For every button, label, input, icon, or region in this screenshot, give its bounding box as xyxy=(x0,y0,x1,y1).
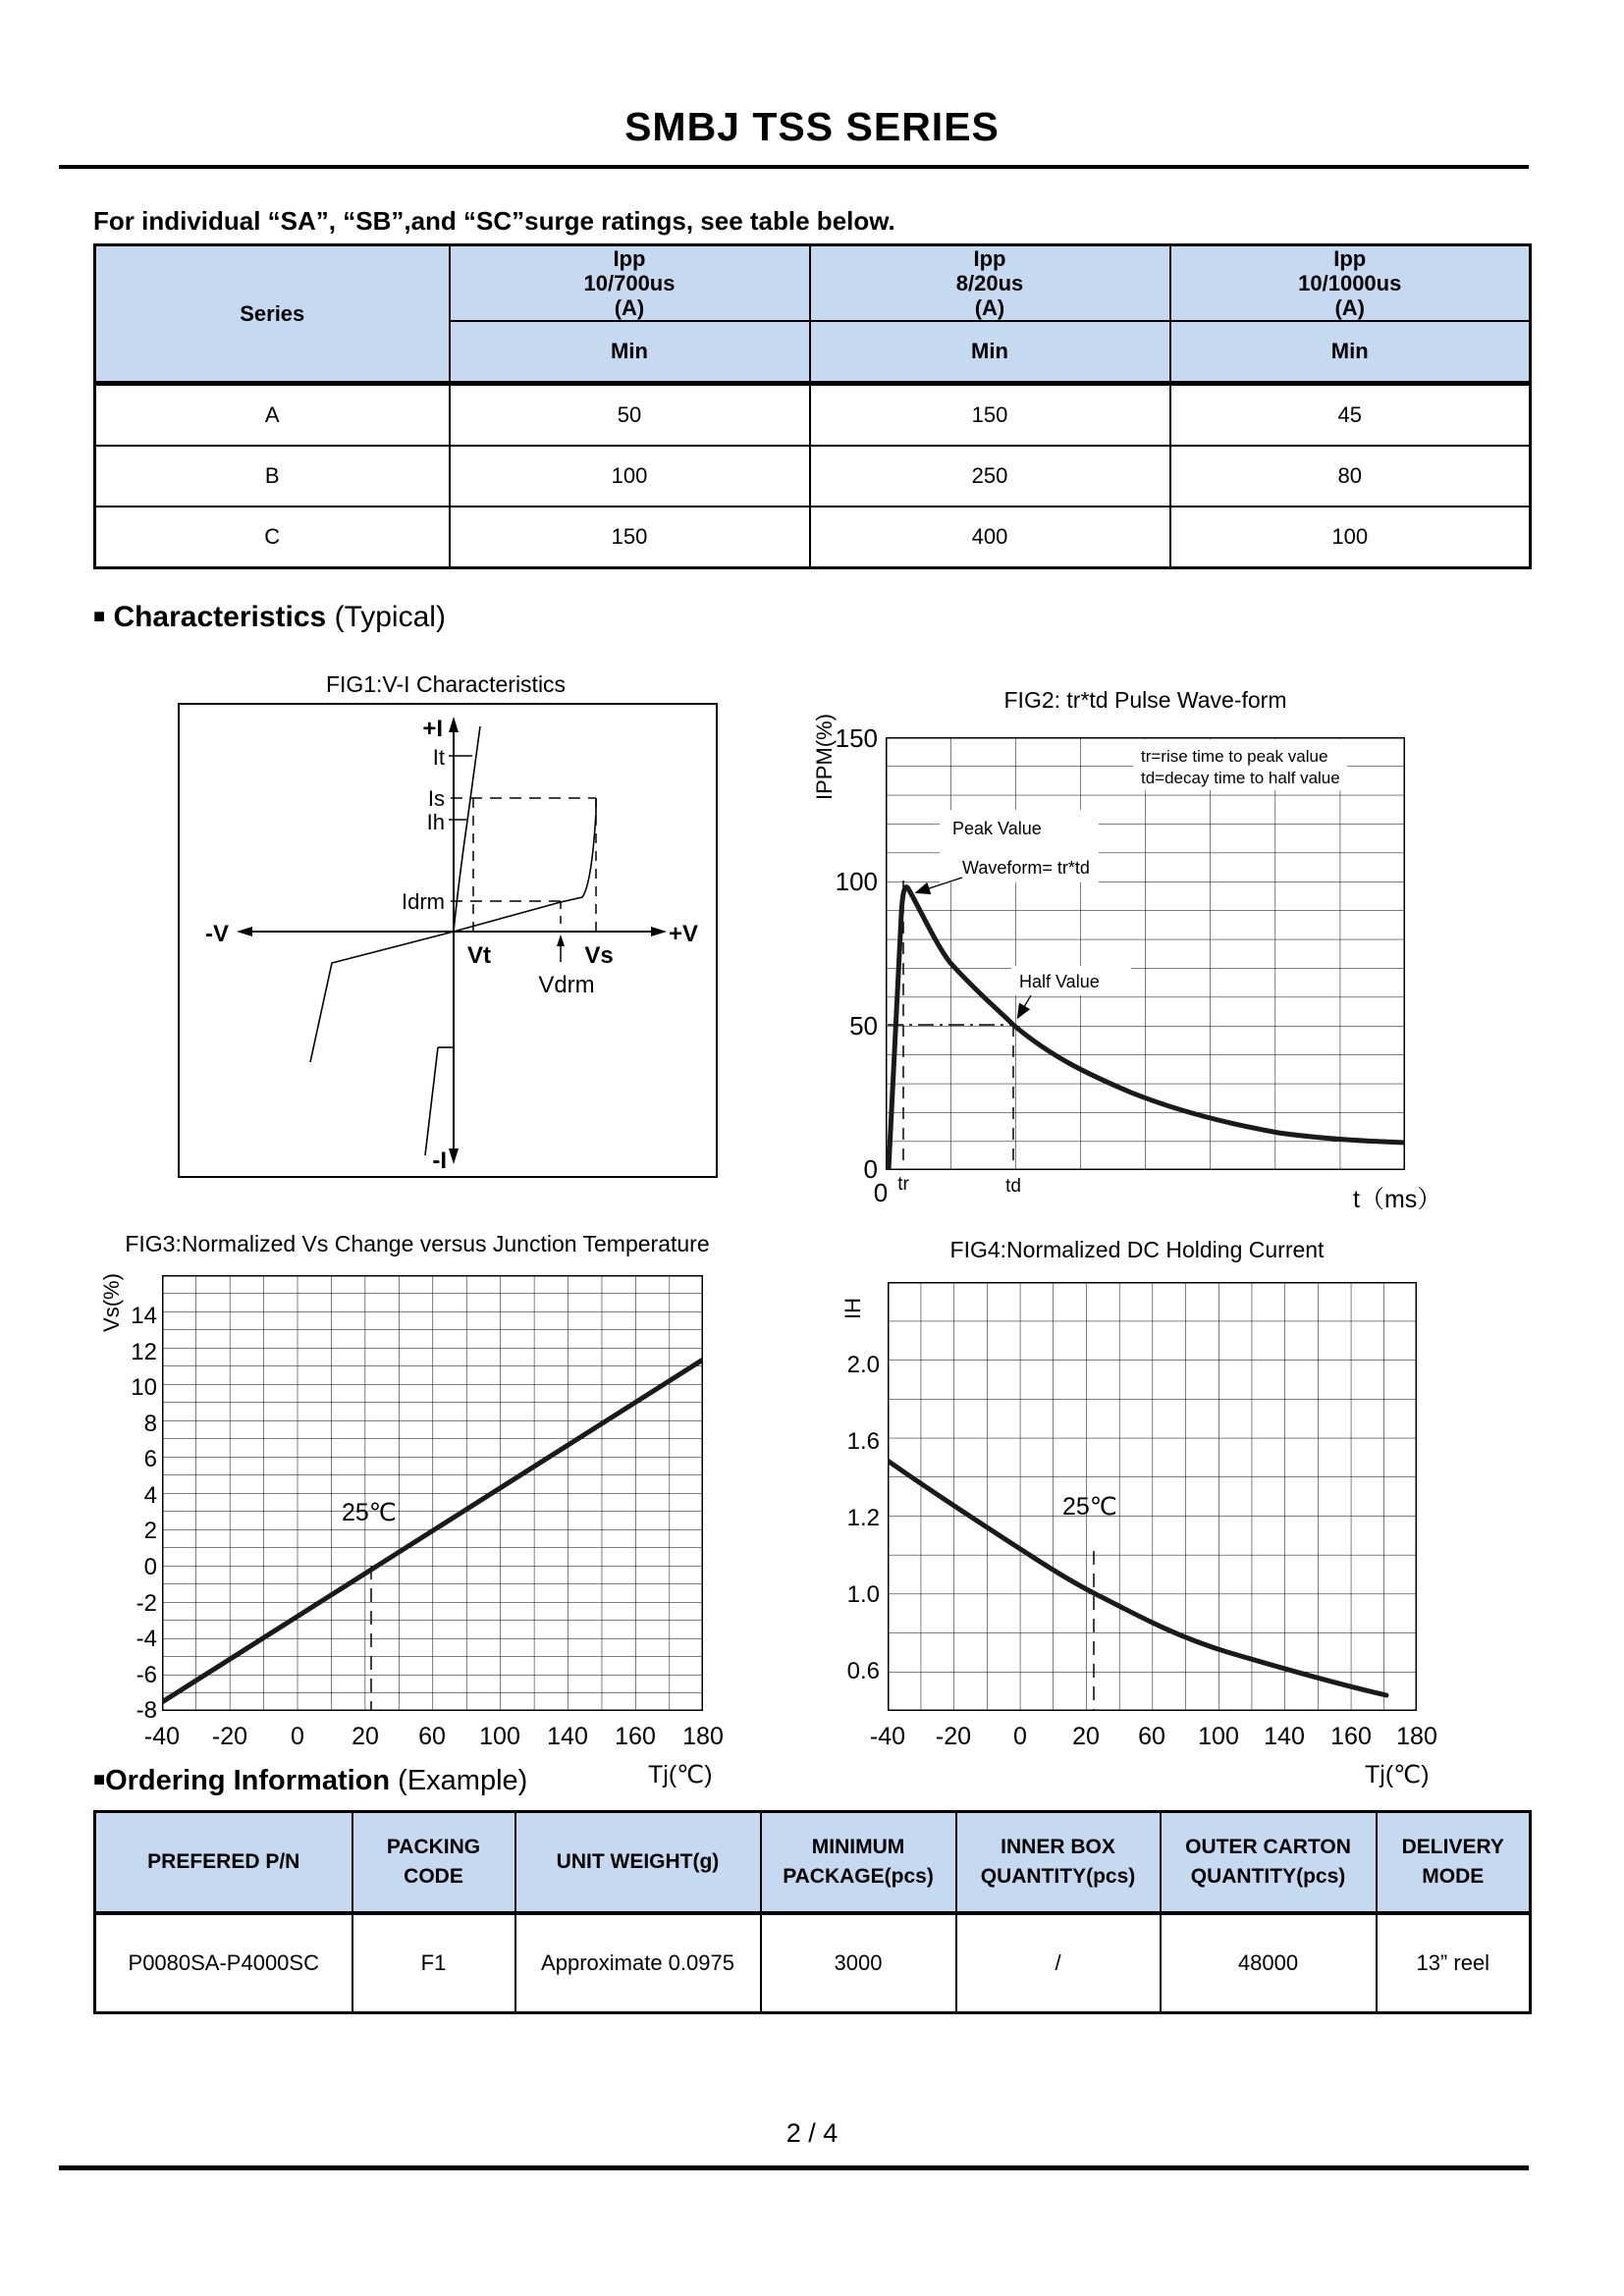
fig3-ytick: -2 xyxy=(135,1590,157,1617)
ordering-col-minpkg-l1: MINIMUM xyxy=(811,1836,905,1858)
fig3-ytick: 10 xyxy=(131,1374,157,1401)
fig4-xtick: -20 xyxy=(935,1723,972,1750)
ordering-col-carton xyxy=(1161,1812,1377,1914)
ipp3-line1: Ipp xyxy=(1333,246,1367,271)
fig2-waveform-label: Waveform= tr*td xyxy=(962,858,1090,878)
fig2-ytick: 0 xyxy=(863,1154,878,1184)
fig3-xtick: 20 xyxy=(352,1723,379,1750)
surge-min-1: Min xyxy=(450,321,810,384)
fig2-title: FIG2: tr*td Pulse Wave-form xyxy=(1003,687,1287,713)
fig2-ytick: 150 xyxy=(835,723,878,753)
ipp1-line3: (A) xyxy=(614,295,645,320)
characteristics-heading-normal: (Typical) xyxy=(334,601,446,633)
series-a-ipp1: 50 xyxy=(450,384,810,447)
ordering-value-minpkg: 3000 xyxy=(761,1913,956,2013)
fig3-ytick: 4 xyxy=(143,1482,157,1509)
ordering-col-packing-l1: PACKING xyxy=(386,1836,481,1858)
fig2-note-td: td=decay time to half value xyxy=(1141,769,1340,787)
fig1-label-minus-v: -V xyxy=(205,921,229,947)
fig3-xtick: 0 xyxy=(291,1723,304,1750)
fig3-ytick: 14 xyxy=(131,1303,157,1329)
ordering-col-carton-l1: OUTER CARTON xyxy=(1185,1836,1351,1858)
fig1-label-minus-i: -I xyxy=(432,1148,447,1174)
table-row xyxy=(95,384,1531,447)
intro-text: For individual “SA”, “SB”,and “SC”surge ratings, see table below. xyxy=(93,206,895,236)
ordering-col-carton-l2: QUANTITY(pcs) xyxy=(1190,1865,1346,1888)
fig4-ytick: 1.0 xyxy=(846,1581,880,1608)
series-b-ipp2: 250 xyxy=(810,446,1170,507)
fig4-ytick: 0.6 xyxy=(846,1658,880,1684)
fig3-xtick: 60 xyxy=(418,1723,446,1750)
series-b-ipp1: 100 xyxy=(450,446,810,507)
fig3-ytick: 0 xyxy=(143,1554,157,1580)
table-row xyxy=(95,507,1531,568)
fig4-xtick: 0 xyxy=(1013,1723,1027,1750)
fig4-xtick: 60 xyxy=(1138,1723,1165,1750)
series-c-ipp3: 100 xyxy=(1170,507,1531,568)
fig2-note-tr: tr=rise time to peak value xyxy=(1141,747,1328,766)
fig3-temp-annotation: 25℃ xyxy=(342,1499,397,1526)
fig3-xlabel: Tj(℃) xyxy=(648,1761,713,1789)
surge-min-2: Min xyxy=(810,321,1170,384)
series-a: A xyxy=(95,384,450,447)
ordering-col-delivery-l1: DELIVERY xyxy=(1401,1836,1504,1858)
fig1-diagram xyxy=(180,705,716,1176)
ipp1-line2: 10/700us xyxy=(583,271,676,295)
ordering-col-packing-l2: CODE xyxy=(404,1865,463,1888)
fig2-ytick: 50 xyxy=(849,1011,878,1041)
series-a-ipp2: 150 xyxy=(810,384,1170,447)
square-bullet-icon: ■ xyxy=(93,606,106,627)
fig4-xlabel: Tj(℃) xyxy=(1365,1761,1430,1789)
ipp2-line3: (A) xyxy=(974,295,1005,320)
ordering-heading-normal: (Example) xyxy=(398,1765,528,1796)
surge-col-ipp3 xyxy=(1170,245,1531,322)
ordering-col-innerbox-l2: QUANTITY(pcs) xyxy=(980,1865,1136,1888)
ordering-col-innerbox-l1: INNER BOX xyxy=(1001,1836,1115,1858)
surge-col-ipp2 xyxy=(810,245,1170,322)
series-a-ipp3: 45 xyxy=(1170,384,1531,447)
fig3-xtick: 140 xyxy=(547,1723,588,1750)
fig4-ytick: 1.6 xyxy=(846,1428,880,1455)
surge-col-ipp1 xyxy=(450,245,810,322)
fig4-xtick: 20 xyxy=(1072,1723,1100,1750)
ordering-value-pn: P0080SA-P4000SC xyxy=(95,1913,352,2013)
fig3-ytick: -8 xyxy=(135,1697,157,1724)
fig3-xtick: -20 xyxy=(211,1723,248,1750)
ordering-col-packing xyxy=(352,1812,515,1914)
surge-ratings-table xyxy=(93,243,1532,569)
fig3-ytick: 6 xyxy=(143,1446,157,1472)
ordering-value-innerbox: / xyxy=(956,1913,1161,2013)
fig3-ytick: 8 xyxy=(143,1411,157,1437)
fig2-xtick-td: td xyxy=(1005,1176,1021,1197)
fig4-xtick: -40 xyxy=(869,1723,906,1750)
header-rule xyxy=(59,165,1529,169)
series-b: B xyxy=(95,446,450,507)
table-row xyxy=(95,446,1531,507)
fig3-ytick: 12 xyxy=(131,1339,157,1365)
fig2-ylabel: IPPM(%) xyxy=(812,714,837,800)
fig2-ytick: 100 xyxy=(835,867,878,896)
fig4-xtick: 160 xyxy=(1330,1723,1372,1750)
fig2-origin: 0 xyxy=(873,1178,889,1207)
ordering-col-minpkg xyxy=(761,1812,956,1914)
fig3-xtick: 160 xyxy=(615,1723,656,1750)
table-row xyxy=(95,1913,1531,2013)
fig3-ytick: -4 xyxy=(135,1626,157,1652)
fig2-xlabel: t（ms） xyxy=(1353,1186,1442,1213)
fig1-label-plus-v: +V xyxy=(669,921,699,947)
fig1-label-is: Is xyxy=(427,786,445,811)
ordering-value-packing: F1 xyxy=(352,1913,515,2013)
ipp1-line1: Ipp xyxy=(613,246,646,271)
fig2-pulse-waveform-chart xyxy=(886,737,1405,1170)
series-c: C xyxy=(95,507,450,568)
ipp3-line3: (A) xyxy=(1334,295,1366,320)
ipp2-line2: 8/20us xyxy=(955,271,1024,295)
fig3-xtick: 100 xyxy=(479,1723,520,1750)
fig3-xtick: 180 xyxy=(682,1723,724,1750)
ordering-value-carton: 48000 xyxy=(1161,1913,1377,2013)
ordering-col-minpkg-l2: PACKAGE(pcs) xyxy=(783,1865,934,1888)
series-c-ipp1: 150 xyxy=(450,507,810,568)
fig4-xtick: 100 xyxy=(1198,1723,1239,1750)
fig1-label-idrm: Idrm xyxy=(402,889,445,914)
square-bullet-icon: ■ xyxy=(93,1769,106,1790)
fig4-xtick: 140 xyxy=(1264,1723,1305,1750)
fig1-label-plus-i: +I xyxy=(422,716,443,742)
fig2-half-label: Half Value xyxy=(1019,972,1100,991)
fig3-ytick: -6 xyxy=(135,1662,157,1688)
fig3-plot xyxy=(162,1275,703,1711)
ordering-col-delivery xyxy=(1377,1812,1531,1914)
fig2-xtick-tr: tr xyxy=(897,1174,909,1195)
fig4-temp-annotation: 25℃ xyxy=(1062,1493,1117,1521)
characteristics-heading-bold: Characteristics xyxy=(113,601,327,633)
ordering-heading-bold: Ordering Information xyxy=(105,1765,391,1796)
footer-rule xyxy=(59,2165,1529,2170)
surge-col-series: Series xyxy=(95,245,450,384)
fig1-vi-characteristics xyxy=(178,703,718,1178)
fig3-ytick: 2 xyxy=(143,1518,157,1544)
ipp3-line2: 10/1000us xyxy=(1298,271,1402,295)
fig3-vs-vs-temp-chart xyxy=(162,1275,703,1711)
fig1-label-it: It xyxy=(432,745,445,770)
fig1-title: FIG1:V-I Characteristics xyxy=(325,671,567,697)
ordering-col-weight xyxy=(515,1812,761,1914)
ordering-col-innerbox xyxy=(956,1812,1161,1914)
ordering-table xyxy=(93,1810,1532,2014)
page-title: SMBJ TSS SERIES xyxy=(624,104,1000,149)
characteristics-heading xyxy=(93,601,446,634)
ordering-col-delivery-l2: MODE xyxy=(1422,1865,1485,1888)
fig1-label-vdrm: Vdrm xyxy=(538,972,595,998)
fig4-title: FIG4:Normalized DC Holding Current xyxy=(949,1237,1325,1262)
fig2-peak-label: Peak Value xyxy=(952,819,1042,838)
ipp2-line1: Ipp xyxy=(973,246,1006,271)
ordering-col-pn xyxy=(95,1812,352,1914)
ordering-col-weight-l1: UNIT WEIGHT(g) xyxy=(556,1850,720,1873)
fig1-label-vs: Vs xyxy=(584,942,614,969)
fig4-plot xyxy=(888,1282,1417,1711)
fig4-ytick: 2.0 xyxy=(846,1352,880,1378)
fig4-ylabel: IH xyxy=(840,1298,865,1319)
fig4-ytick: 1.2 xyxy=(846,1505,880,1531)
fig1-label-ih: Ih xyxy=(426,810,445,834)
ordering-heading xyxy=(93,1765,527,1797)
series-c-ipp2: 400 xyxy=(810,507,1170,568)
fig2-plot xyxy=(886,737,1405,1170)
page-number: 2 / 4 xyxy=(785,2118,839,2148)
fig4-xtick: 180 xyxy=(1396,1723,1437,1750)
ordering-col-pn-l1: PREFERED P/N xyxy=(147,1850,300,1873)
fig3-xtick: -40 xyxy=(143,1723,181,1750)
fig3-ylabel: Vs(%) xyxy=(99,1273,124,1332)
fig1-label-vt: Vt xyxy=(467,942,491,969)
fig3-title: FIG3:Normalized Vs Change versus Junction Temperature xyxy=(125,1231,710,1256)
surge-min-3: Min xyxy=(1170,321,1531,384)
ordering-value-weight: Approximate 0.0975 xyxy=(515,1913,761,2013)
fig4-holding-current-chart xyxy=(888,1282,1417,1711)
series-b-ipp3: 80 xyxy=(1170,446,1531,507)
ordering-value-delivery: 13” reel xyxy=(1377,1913,1531,2013)
